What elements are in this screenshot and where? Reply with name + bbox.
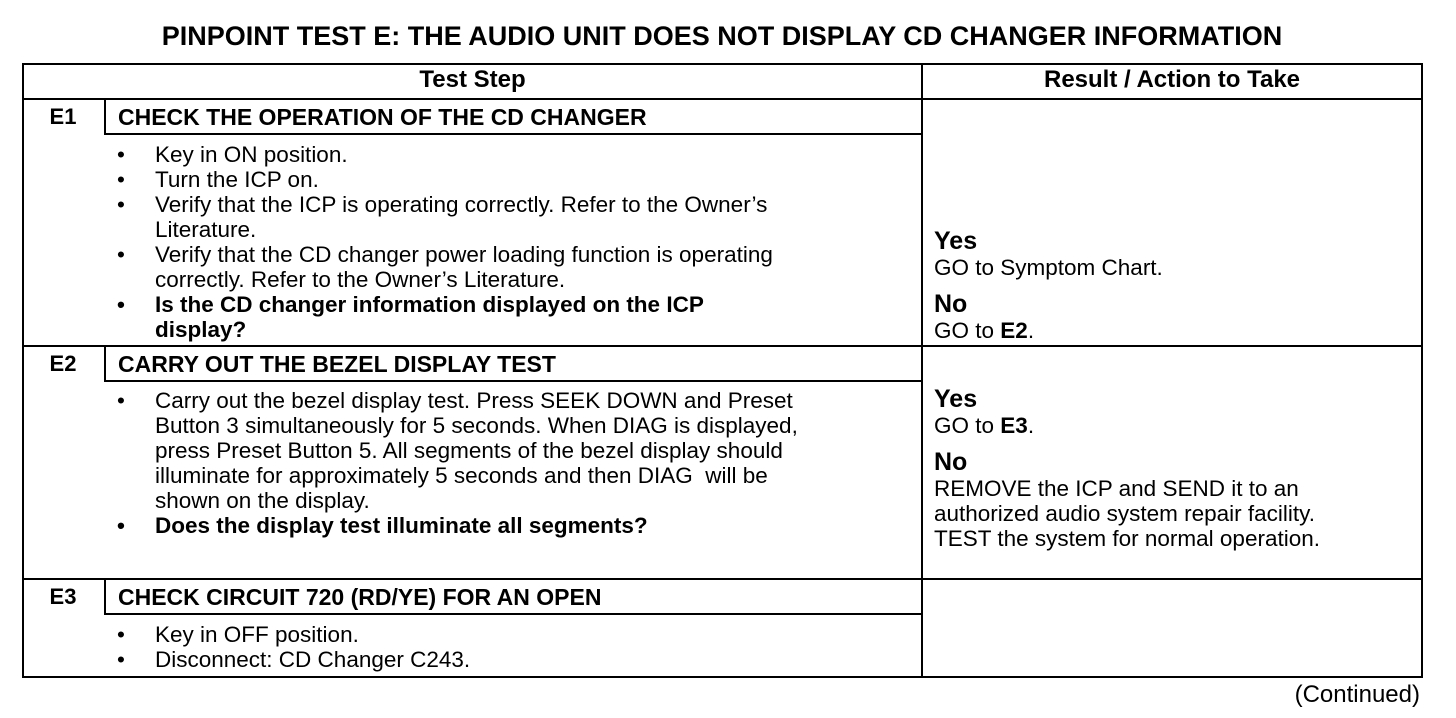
e2-row-bottom bbox=[22, 578, 1423, 580]
list-item: • Key in ON position. bbox=[117, 142, 348, 167]
bullet-icon: • bbox=[117, 192, 125, 217]
header-test-step: Test Step bbox=[419, 66, 526, 93]
action-text: GO to E3. bbox=[934, 413, 1035, 438]
step-reference: E3 bbox=[1000, 413, 1028, 438]
e1-row-bottom bbox=[22, 345, 1423, 347]
header-divider bbox=[22, 98, 1423, 100]
bullet-icon: • bbox=[117, 242, 125, 267]
e2-title-divider bbox=[104, 347, 106, 382]
result-e2 bbox=[934, 385, 1320, 551]
answer-yes: Yes bbox=[934, 385, 978, 413]
action-text: GO to E2. bbox=[934, 318, 1035, 343]
step-e2-instructions bbox=[117, 388, 798, 538]
e3-title-bottom bbox=[104, 613, 923, 615]
step-title-e1: CHECK THE OPERATION OF THE CD CHANGER bbox=[118, 104, 647, 130]
header-result: Result / Action to Take bbox=[1043, 66, 1301, 93]
step-reference: E2 bbox=[1000, 318, 1028, 343]
e1-title-bottom bbox=[104, 133, 923, 135]
column-divider bbox=[921, 63, 923, 678]
list-item-question: • Does the display test illuminate all segments? bbox=[117, 513, 648, 538]
e1-title-divider bbox=[104, 100, 106, 135]
e3-title-divider bbox=[104, 580, 106, 615]
bullet-icon: • bbox=[117, 167, 125, 192]
table-border-bottom bbox=[22, 676, 1423, 678]
result-e1 bbox=[934, 227, 1163, 343]
answer-yes: Yes bbox=[934, 227, 978, 255]
list-item: • Disconnect: CD Changer C243. bbox=[117, 647, 471, 672]
table-border-right bbox=[1421, 63, 1423, 678]
list-item: • Turn the ICP on. bbox=[117, 167, 319, 192]
continued-label: (Continued) bbox=[1294, 681, 1420, 708]
step-id-e1: E1 bbox=[49, 104, 77, 129]
step-e1-instructions bbox=[117, 142, 773, 342]
list-item: • Key in OFF position. bbox=[117, 622, 359, 647]
action-text: GO to Symptom Chart. bbox=[934, 255, 1163, 280]
step-id-e3: E3 bbox=[49, 584, 77, 609]
list-item: • Verify that the ICP is operating correctly. Refer to the Owner’s Literature. bbox=[117, 192, 768, 242]
bullet-icon: • bbox=[117, 647, 125, 672]
action-text: REMOVE the ICP and SEND it to an authorized audio system repair facility. TEST the system for normal operation. bbox=[934, 476, 1320, 551]
list-item: • Carry out the bezel display test. Press SEEK DOWN and Preset Button 3 simultaneously for 5 seconds. When DIAG is displayed, press Preset Button 5. All segments of the bezel display should illuminate for approximately 5 seconds and then DIAG will be shown on the display. bbox=[117, 388, 798, 513]
bullet-icon: • bbox=[117, 142, 125, 167]
step-e3-instructions bbox=[117, 622, 470, 672]
list-item: • Verify that the CD changer power loading function is operating correctly. Refer to the Owner’s Literature. bbox=[117, 242, 773, 292]
list-item-question: • Is the CD changer information displayed on the ICP display? bbox=[117, 292, 704, 342]
answer-no: No bbox=[934, 290, 968, 318]
step-id-e2: E2 bbox=[49, 351, 77, 376]
page-title: PINPOINT TEST E: THE AUDIO UNIT DOES NOT DISPLAY CD CHANGER INFORMATION bbox=[161, 21, 1283, 51]
bullet-icon: • bbox=[117, 388, 125, 413]
step-title-e3: CHECK CIRCUIT 720 (RD/YE) FOR AN OPEN bbox=[118, 584, 602, 610]
bullet-icon: • bbox=[117, 292, 125, 317]
bullet-icon: • bbox=[117, 622, 125, 647]
step-title-e2: CARRY OUT THE BEZEL DISPLAY TEST bbox=[118, 351, 556, 377]
answer-no: No bbox=[934, 448, 968, 476]
bullet-icon: • bbox=[117, 513, 125, 538]
e2-title-bottom bbox=[104, 380, 923, 382]
